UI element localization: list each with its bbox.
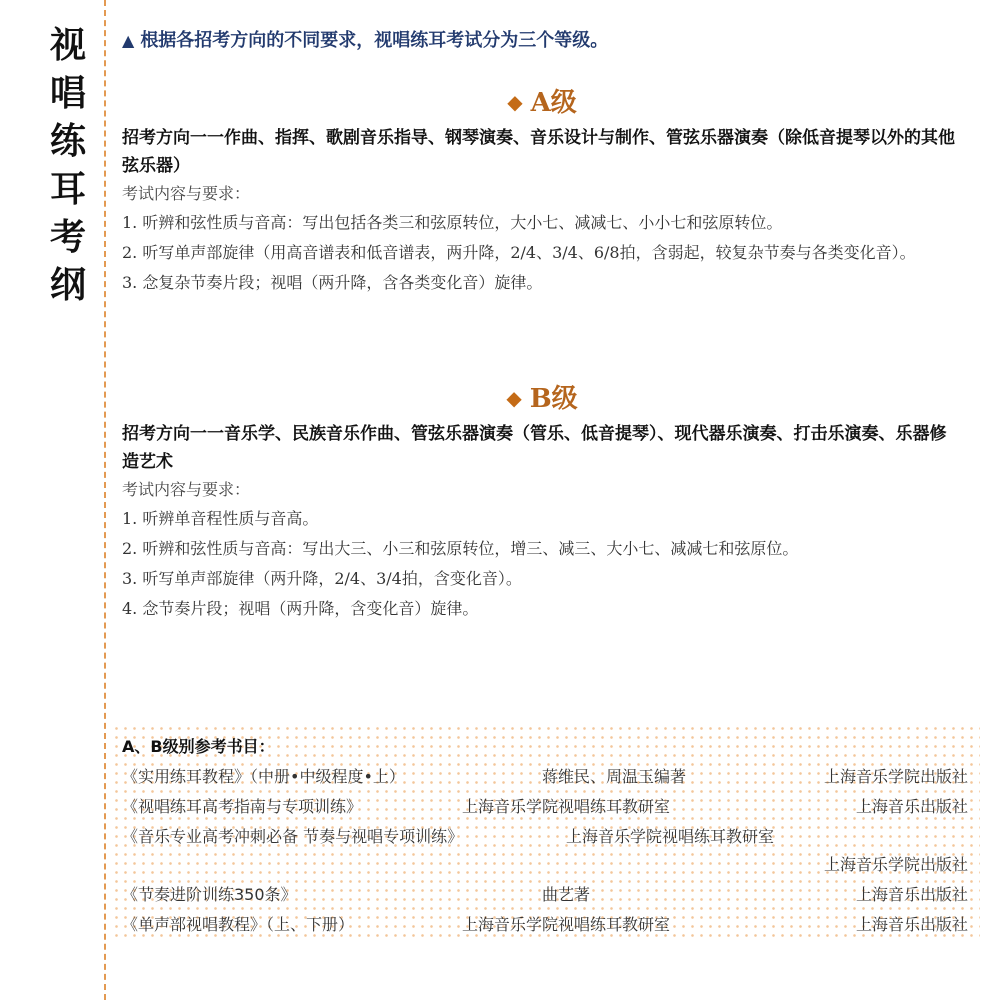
- level-b-req-list: [122, 504, 962, 624]
- book-title: 《实用练耳教程》（中册•中级程度•上）: [122, 767, 405, 786]
- level-b-direction: 招考方向一一音乐学、民族音乐作曲、管弦乐器演奏（管乐、低音提琴）、现代器乐演奏、打击乐演奏、乐器修造艺术: [122, 424, 947, 472]
- side-title-char: 耳: [49, 169, 86, 210]
- level-a-heading-text: A级: [530, 88, 577, 118]
- level-a-req-list: [122, 208, 962, 298]
- level-a-direction: 招考方向一一作曲、指挥、歌剧音乐指导、钢琴演奏、音乐设计与制作、管弦乐器演奏（除低音提琴以外的其他弦乐器）: [122, 128, 955, 176]
- references-title: A、B级别参考书目：: [122, 737, 275, 756]
- book-author: 蒋维民、周温玉编著: [542, 767, 687, 786]
- book-title: 《音乐专业高考冲刺必备 节奏与视唱专项训练》: [122, 827, 464, 846]
- book-author: 上海音乐学院视唱练耳教研室: [566, 827, 775, 846]
- references-box: [112, 724, 980, 942]
- diamond-icon: ◆: [506, 386, 522, 410]
- intro-line: [122, 26, 962, 52]
- level-a-heading: [122, 84, 962, 120]
- level-b-section: [122, 380, 962, 624]
- reference-row: [122, 912, 968, 940]
- reference-row: [122, 824, 968, 852]
- book-author: 上海音乐学院视唱练耳教研室: [462, 797, 671, 816]
- book-publisher: 上海音乐学院出版社: [823, 855, 968, 874]
- reference-row: [122, 794, 968, 822]
- book-publisher: 上海音乐出版社: [855, 797, 968, 816]
- list-item: 2. 听写单声部旋律（用高音谱表和低音谱表，两升降，2/4、3/4、6/8拍，含弱起，较复杂节奏与各类变化音）。: [122, 243, 916, 262]
- side-title-char: 唱: [49, 73, 86, 114]
- list-item: 3. 听写单声部旋律（两升降，2/4、3/4拍，含变化音）。: [122, 569, 522, 588]
- level-b-req-title: 考试内容与要求：: [122, 480, 251, 499]
- list-item: 3. 念复杂节奏片段；视唱（两升降，含各类变化音）旋律。: [122, 273, 543, 292]
- side-title-char: 视: [49, 25, 86, 66]
- book-title: 《视唱练耳高考指南与专项训练》: [122, 797, 363, 816]
- level-b-heading-text: B级: [529, 384, 578, 414]
- reference-row-cont: [122, 852, 968, 880]
- reference-row: [122, 764, 968, 792]
- list-item: 1. 听辨和弦性质与音高：写出包括各类三和弦原转位，大小七、减减七、小小七和弦原转位。: [122, 213, 783, 232]
- book-publisher: 上海音乐出版社: [855, 915, 968, 934]
- book-publisher: 上海音乐出版社: [855, 885, 968, 904]
- triangle-icon: ▲: [122, 31, 135, 50]
- list-item: 2. 听辨和弦性质与音高：写出大三、小三和弦原转位，增三、减三、大小七、减减七和弦原位。: [122, 539, 799, 558]
- side-title-char: 练: [49, 121, 86, 162]
- level-a-req-title: 考试内容与要求：: [122, 184, 251, 203]
- list-item: 4. 念节奏片段；视唱（两升降，含变化音）旋律。: [122, 599, 479, 618]
- book-title: 《单声部视唱教程》（上、下册）: [122, 915, 355, 934]
- list-item: 1. 听辨单音程性质与音高。: [122, 509, 319, 528]
- side-title: [44, 22, 92, 310]
- reference-row: [122, 882, 968, 910]
- side-title-char: 纲: [49, 265, 86, 306]
- book-author: 曲艺著: [542, 885, 591, 904]
- level-b-heading: [122, 380, 962, 416]
- book-publisher: 上海音乐学院出版社: [823, 767, 968, 786]
- side-title-char: 考: [49, 217, 86, 258]
- level-a-section: [122, 84, 962, 298]
- intro-text: 根据各招考方向的不同要求，视唱练耳考试分为三个等级。: [140, 30, 609, 51]
- diamond-icon: ◆: [507, 90, 523, 114]
- book-title: 《节奏进阶训练350条》: [122, 885, 297, 904]
- vertical-divider: [104, 0, 106, 1000]
- book-author: 上海音乐学院视唱练耳教研室: [462, 915, 671, 934]
